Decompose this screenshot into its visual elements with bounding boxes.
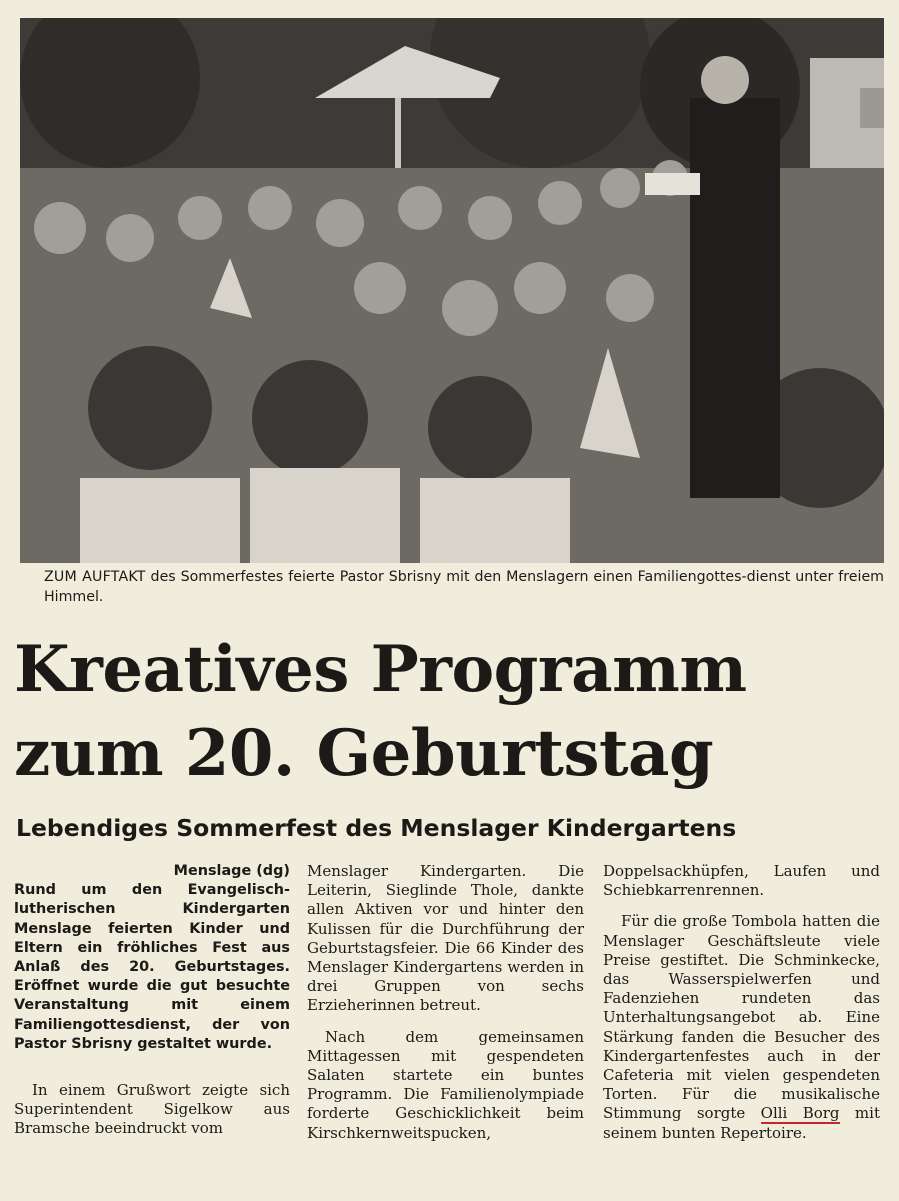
column-1-paragraph-2: In einem Grußwort zeigte sich Superintendent Sigelkow aus Bramsche beeindruckt vom bbox=[14, 1081, 290, 1138]
headline-line-2: zum 20. Geburtstag bbox=[14, 716, 714, 791]
photo-family-service-outdoors bbox=[20, 18, 884, 563]
subheadline: Lebendiges Sommerfest des Menslager Kindergartens bbox=[16, 814, 737, 842]
headline-line-1: Kreatives Programm bbox=[14, 632, 747, 707]
caption-text: des Sommerfestes feierte Pastor Sbrisny mit den Menslagern einen Familiengottes-dienst unter freiem Himmel. bbox=[44, 569, 884, 605]
photo-caption bbox=[44, 567, 884, 607]
column-3-paragraph-1: Doppelsackhüpfen, Laufen und Schiebkarrenrennen. bbox=[603, 862, 880, 900]
dateline: Menslage (dg) bbox=[173, 863, 290, 879]
highlighted-name: Olli Borg bbox=[760, 1104, 840, 1123]
column-3-text: Für die große Tombola hatten die Menslager Geschäftsleute viele Preise gestiftet. Die Schminkecke, das Wasserspielwerfen und Fadenziehen rundeten das Unterhaltungsangebot ab. Eine Stärkung fanden die Besucher des Kindergartenfestes auch in der Cafeteria mit vielen gespendeten Torten. Für die musikalische Stimmung sorgte bbox=[603, 912, 880, 1123]
intro-text: Rund um den Evangelisch-lutherischen Kindergarten Menslage feierten Kinder und Eltern ein fröhliches Fest aus Anlaß des 20. Geburtstages. Eröffnet wurde die gut besuchte Veranstaltung mit einem Familiengottesdienst, der von Pastor Sbrisny gestaltet wurde. bbox=[14, 882, 290, 1052]
caption-lead: ZUM AUFTAKT bbox=[44, 569, 146, 585]
column-2-paragraph-2: Nach dem gemeinsamen Mittagessen mit gespendeten Salaten startete ein buntes Programm. Die Familienolympiade forderte Geschicklichkeit beim Kirschkernweitspucken, bbox=[307, 1027, 584, 1142]
column-3-text-end: mit seinem bunten Repertoire. bbox=[603, 1104, 880, 1142]
column-3-paragraph-2 bbox=[603, 912, 880, 1142]
headline bbox=[14, 628, 884, 796]
column-2-paragraph-1: Menslager Kindergarten. Die Leiterin, Sieglinde Thole, dankte allen Aktiven vor und hinter den Kulissen für die Durchführung der Geburtstagsfeier. Die 66 Kinder des Menslager Kindergartens werden in drei Gruppen von sechs Erzieherinnen betreut. bbox=[307, 862, 584, 1015]
article-photo bbox=[20, 18, 884, 563]
intro-paragraph bbox=[14, 862, 290, 1054]
article-column-2 bbox=[307, 862, 584, 1143]
article-column-1 bbox=[14, 862, 290, 1139]
article-column-3 bbox=[603, 862, 880, 1143]
